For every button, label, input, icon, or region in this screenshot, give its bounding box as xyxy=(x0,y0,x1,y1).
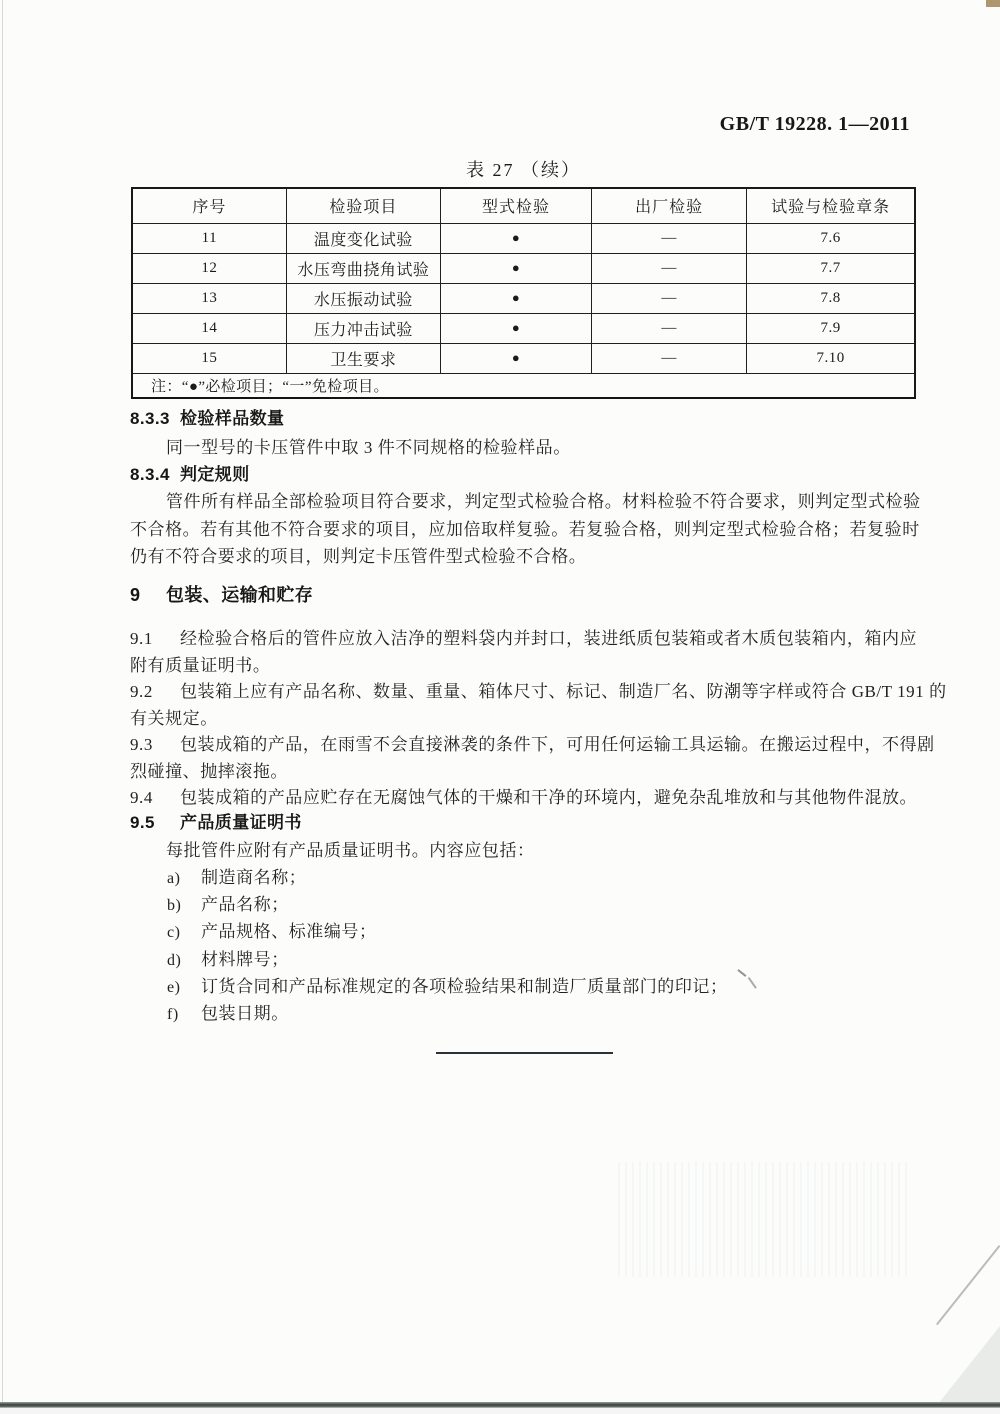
list-item xyxy=(130,866,911,889)
table-row xyxy=(132,343,915,373)
chapter-number: 9 xyxy=(130,585,141,605)
table-note: 注：“●”必检项目；“一”免检项目。 xyxy=(132,373,915,398)
scan-edge-left xyxy=(2,0,3,1404)
cell-type-test: ● xyxy=(441,313,592,343)
cell-factory-test: — xyxy=(592,223,747,253)
clause-title: 产品质量证明书 xyxy=(180,813,302,832)
table-row xyxy=(132,223,915,253)
scan-edge-below xyxy=(0,1408,1000,1414)
chapter-9-heading xyxy=(130,584,911,607)
clause-9-4-line xyxy=(130,786,918,809)
clause-title: 判定规则 xyxy=(180,465,250,484)
cell-type-test: ● xyxy=(441,343,592,373)
table-row xyxy=(132,283,915,313)
cell-item: 温度变化试验 xyxy=(286,223,440,253)
clause-9-2-line: 有关规定。 xyxy=(130,709,218,728)
cell-clause: 7.9 xyxy=(747,313,915,343)
cell-type-test: ● xyxy=(441,283,592,313)
list-letter: f) xyxy=(167,1006,179,1023)
clause-9-3-line xyxy=(130,733,935,756)
cell-clause: 7.7 xyxy=(747,253,915,283)
list-text: 产品规格、标准编号； xyxy=(201,922,377,941)
clause-number: 8.3.3 xyxy=(130,409,170,428)
page-corner-fold-shadow xyxy=(936,1245,1000,1325)
header-type-test: 型式检验 xyxy=(441,188,592,223)
clause-number: 9.3 xyxy=(130,735,153,754)
cell-clause: 7.10 xyxy=(747,343,915,373)
clause-9-1-line xyxy=(130,627,918,650)
cell-item: 压力冲击试验 xyxy=(286,313,440,343)
scan-noise-patch xyxy=(618,1162,908,1277)
list-letter: a) xyxy=(167,870,181,887)
clause-text: 包装成箱的产品，在雨雪不会直接淋袭的条件下，可用任何运输工具运输。在搬运过程中，不得剧 xyxy=(180,735,935,754)
cell-factory-test: — xyxy=(592,253,747,283)
clause-text: 经检验合格后的管件应放入洁净的塑料袋内并封口，装进纸质包装箱或者木质包装箱内，箱内应 xyxy=(180,629,918,648)
clause-8-3-3-heading xyxy=(130,407,911,430)
cell-item: 水压振动试验 xyxy=(286,283,440,313)
table-row xyxy=(132,253,915,283)
cell-factory-test: — xyxy=(592,313,747,343)
header-clause: 试验与检验章条 xyxy=(747,188,915,223)
cell-type-test: ● xyxy=(441,253,592,283)
table-header-row xyxy=(132,188,915,223)
cell-serial: 11 xyxy=(132,223,286,253)
list-item xyxy=(130,920,911,943)
cell-serial: 15 xyxy=(132,343,286,373)
cell-factory-test: — xyxy=(592,283,747,313)
clause-number: 8.3.4 xyxy=(130,465,170,484)
clause-8-3-4-text-line: 管件所有样品全部检验项目符合要求，判定型式检验合格。材料检验不符合要求，则判定型式检验 xyxy=(166,492,921,511)
list-item xyxy=(130,1002,911,1025)
clause-number: 9.5 xyxy=(130,813,155,832)
list-letter: d) xyxy=(167,952,182,969)
header-item: 检验项目 xyxy=(286,188,440,223)
cell-serial: 12 xyxy=(132,253,286,283)
cell-item: 卫生要求 xyxy=(286,343,440,373)
clause-8-3-3-body: 同一型号的卡压管件中取 3 件不同规格的检验样品。 xyxy=(166,438,571,457)
page-corner-fold xyxy=(938,1326,1000,1404)
header-factory-test: 出厂检验 xyxy=(592,188,747,223)
cell-type-test: ● xyxy=(441,223,592,253)
scan-corner-mark xyxy=(986,0,1000,7)
cell-serial: 13 xyxy=(132,283,286,313)
list-letter: c) xyxy=(167,924,181,941)
clause-9-3-line: 烈碰撞、抛摔滚拖。 xyxy=(130,762,288,781)
table-row xyxy=(132,313,915,343)
table-caption: 表 27 （续） xyxy=(466,160,581,180)
clause-9-5-heading xyxy=(130,811,911,834)
clause-number: 9.1 xyxy=(130,629,153,648)
cell-clause: 7.6 xyxy=(747,223,915,253)
clause-number: 9.4 xyxy=(130,788,153,807)
cell-serial: 14 xyxy=(132,313,286,343)
clause-title: 检验样品数量 xyxy=(180,409,285,428)
list-item xyxy=(130,893,911,916)
list-text: 材料牌号； xyxy=(201,950,289,969)
clause-8-3-4-heading xyxy=(130,463,911,486)
clause-9-2-line xyxy=(130,680,947,703)
table-note-row xyxy=(132,373,915,398)
clause-text: 包装箱上应有产品名称、数量、重量、箱体尺寸、标记、制造厂名、防潮等字样或符合 GB/T 191 的 xyxy=(180,682,947,701)
clause-9-5-intro: 每批管件应附有产品质量证明书。内容应包括： xyxy=(166,841,535,860)
cell-item: 水压弯曲挠角试验 xyxy=(286,253,440,283)
clause-8-3-4-text-line: 不合格。若有其他不符合要求的项目，应加倍取样复验。若复验合格，则判定型式检验合格；若复验时 xyxy=(130,520,920,539)
clause-text: 包装成箱的产品应贮存在无腐蚀气体的干燥和干净的环境内，避免杂乱堆放和与其他物件混放。 xyxy=(180,788,918,807)
chapter-title: 包装、运输和贮存 xyxy=(166,585,314,605)
cell-factory-test: — xyxy=(592,343,747,373)
list-item xyxy=(130,948,911,971)
list-item xyxy=(130,975,911,998)
list-letter: e) xyxy=(167,979,181,996)
cell-clause: 7.8 xyxy=(747,283,915,313)
list-text: 订货合同和产品标准规定的各项检验结果和制造厂质量部门的印记； xyxy=(201,977,728,996)
list-text: 产品名称； xyxy=(201,895,289,914)
header-serial: 序号 xyxy=(132,188,286,223)
standard-number: GB/T 19228. 1—2011 xyxy=(719,113,910,135)
list-text: 包装日期。 xyxy=(201,1004,289,1023)
clause-number: 9.2 xyxy=(130,682,153,701)
list-letter: b) xyxy=(167,897,182,914)
clause-9-1-line: 附有质量证明书。 xyxy=(130,656,271,675)
end-of-document-rule xyxy=(436,1052,613,1054)
list-text: 制造商名称； xyxy=(201,868,307,887)
inspection-items-table xyxy=(131,187,916,399)
clause-8-3-4-text-line: 仍有不符合要求的项目，则判定卡压管件型式检验不合格。 xyxy=(130,547,587,566)
